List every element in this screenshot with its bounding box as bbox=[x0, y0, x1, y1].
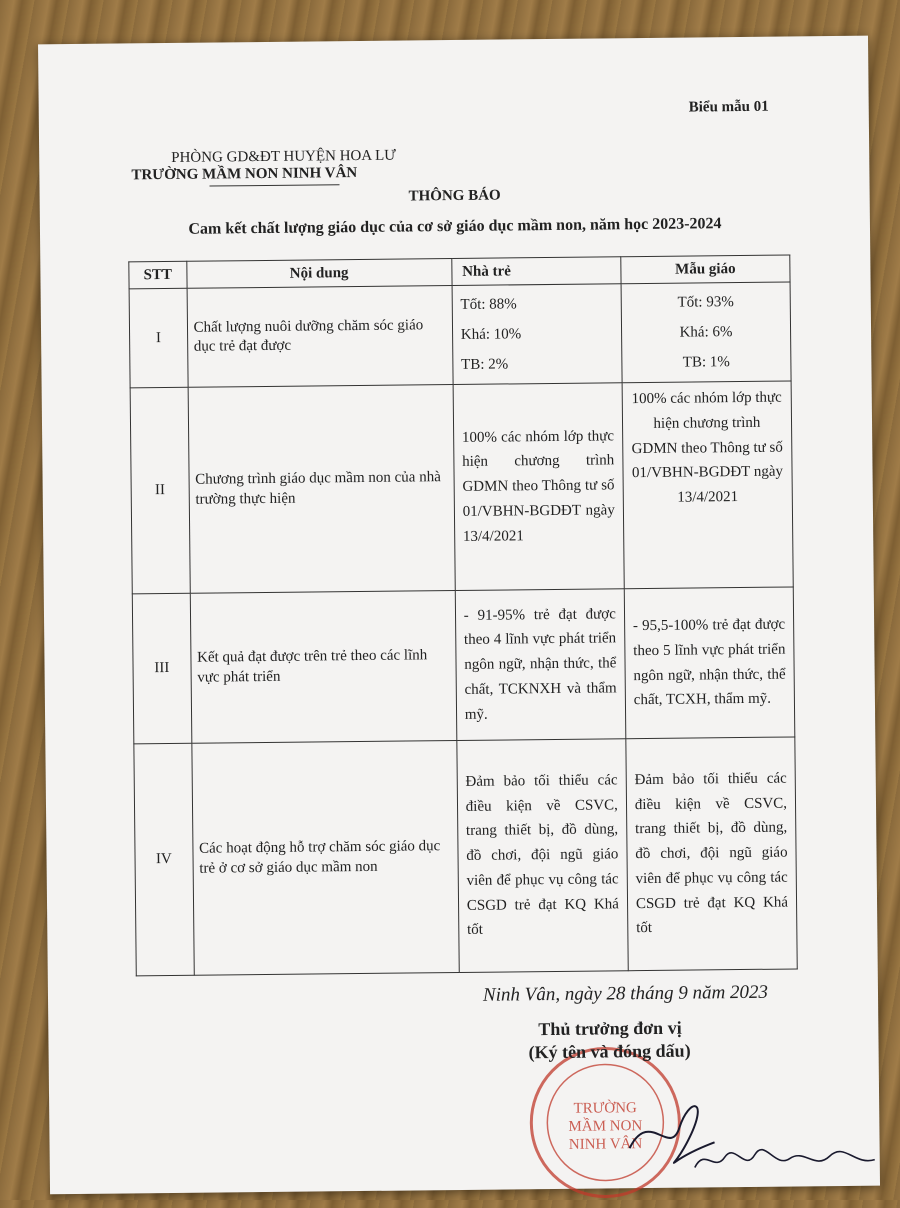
header-mau-giao: Mẫu giáo bbox=[621, 255, 790, 284]
signer-title: Thủ trưởng đơn vị bbox=[538, 1017, 682, 1040]
row-stt: II bbox=[130, 387, 190, 594]
department-name: PHÒNG GD&ĐT HUYỆN HOA LƯ bbox=[171, 147, 396, 166]
row-stt: IV bbox=[134, 743, 194, 976]
notice-title: THÔNG BÁO bbox=[408, 187, 501, 205]
table-row bbox=[129, 282, 791, 388]
form-code: Biểu mẫu 01 bbox=[688, 98, 769, 116]
nha-tre-good: Tốt: 88% bbox=[460, 296, 517, 313]
row-content: Các hoạt động hỗ trợ chăm sóc giáo dục trẻ ở cơ sở giáo dục mầm non bbox=[191, 741, 459, 976]
table-row bbox=[130, 381, 793, 594]
table-row bbox=[132, 587, 795, 744]
nha-tre-text: Đảm bảo tối thiểu các điều kiện về CSVC, trang thiết bị, đồ dùng, đồ chơi, đội ngũ giáo viên để phục vụ công tác CSGD trẻ đạt KQ Khá tốt bbox=[457, 739, 629, 973]
mau-giao-fair: Khá: 6% bbox=[679, 324, 733, 341]
school-underline bbox=[210, 184, 340, 186]
signer-name-handwritten bbox=[690, 1136, 880, 1182]
nha-tre-values bbox=[452, 284, 622, 385]
row-stt: I bbox=[129, 288, 188, 388]
stamp-line: NINH VÂN bbox=[568, 1136, 643, 1153]
header-content: Nội dung bbox=[186, 259, 451, 289]
nha-tre-text: - 91-95% trẻ đạt được theo 4 lĩnh vực phát triển ngôn ngữ, nhận thức, thể chất, TCKNXH và thẩm mỹ. bbox=[455, 589, 626, 741]
row-content: Kết quả đạt được trên trẻ theo các lĩnh vực phát triển bbox=[190, 591, 457, 744]
header-stt: STT bbox=[129, 261, 187, 289]
school-name: TRƯỜNG MẦM NON NINH VÂN bbox=[131, 165, 358, 184]
nha-tre-fair: Khá: 10% bbox=[460, 326, 522, 343]
nha-tre-average: TB: 2% bbox=[461, 356, 509, 373]
row-content: Chương trình giáo dục mầm non của nhà trường thực hiện bbox=[188, 385, 455, 594]
stamp-line: MẦM NON bbox=[568, 1118, 643, 1135]
mau-giao-text: Đảm bảo tối thiểu các điều kiện về CSVC, trang thiết bị, đồ dùng, đồ chơi, đội ngũ giáo viên để phục vụ công tác CSGD trẻ đạt KQ Khá tốt bbox=[626, 737, 798, 971]
table-row bbox=[134, 737, 797, 976]
row-content: Chất lượng nuôi dưỡng chăm sóc giáo dục trẻ đạt được bbox=[187, 286, 453, 388]
mau-giao-text: 100% các nhóm lớp thực hiện chương trình GDMN theo Thông tư số 01/VBHN-BGDĐT ngày 13/4/2021 bbox=[622, 381, 793, 589]
header-nha-tre: Nhà trẻ bbox=[452, 257, 621, 286]
mau-giao-text: - 95,5-100% trẻ đạt được theo 5 lĩnh vực phát triển ngôn ngữ, nhận thức, thể chất, TCXH, thẩm mỹ. bbox=[624, 587, 795, 739]
mau-giao-good: Tốt: 93% bbox=[677, 294, 734, 311]
notice-subtitle: Cam kết chất lượng giáo dục của cơ sở giáo dục mầm non, năm học 2023-2024 bbox=[188, 215, 722, 238]
place-date: Ninh Vân, ngày 28 tháng 9 năm 2023 bbox=[482, 981, 769, 1006]
document-page bbox=[38, 36, 880, 1195]
nha-tre-text: 100% các nhóm lớp thực hiện chương trình GDMN theo Thông tư số 01/VBHN-BGDĐT ngày 13/4/2021 bbox=[453, 383, 624, 591]
row-stt: III bbox=[132, 593, 191, 744]
mau-giao-average: TB: 1% bbox=[682, 354, 730, 371]
mau-giao-values bbox=[621, 282, 791, 383]
quality-commitment-table bbox=[128, 254, 797, 976]
stamp-line: TRƯỜNG bbox=[573, 1100, 637, 1117]
signer-note: (Ký tên và đóng dấu) bbox=[528, 1040, 691, 1063]
